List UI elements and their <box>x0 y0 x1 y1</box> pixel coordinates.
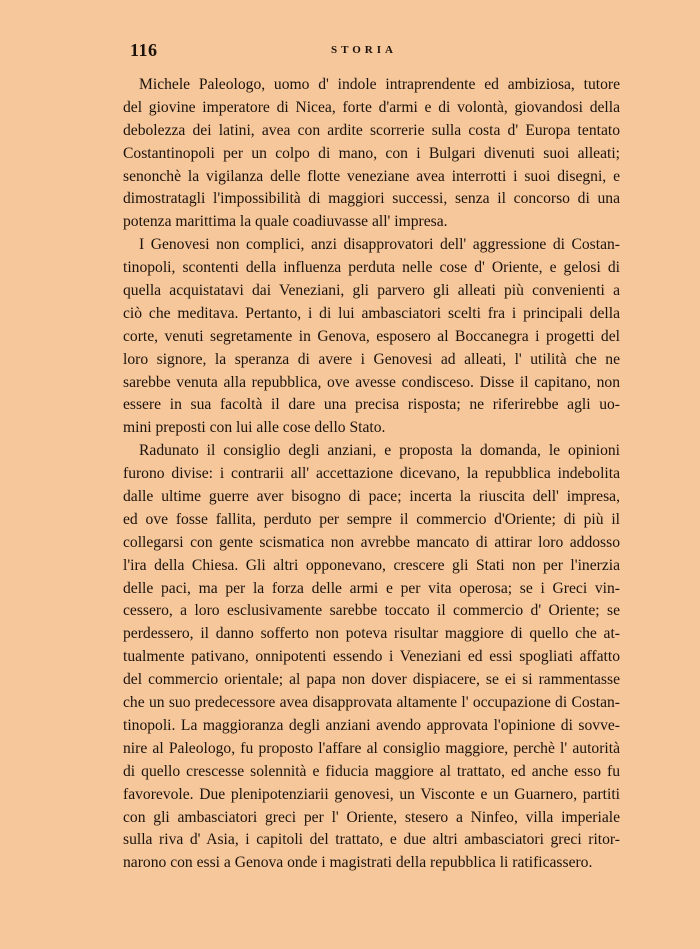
text-line: ciò che meditava. Pertanto, i di lui ambasciatori scelti fra i principali della <box>123 304 620 322</box>
text-line: tinopoli. La maggioranza degli anziani avendo approvata l'opinione di sovve- <box>123 716 620 734</box>
text-line: con gli ambasciatori greci per l' Oriente, stesero a Ninfeo, villa imperiale <box>123 808 620 826</box>
text-line: tualmente pativano, onnipotenti essendo i Veneziani ed essi spogliati affatto <box>123 648 620 666</box>
text-line: nire al Paleologo, fu proposto l'affare al consiglio maggiore, perchè l' autorità <box>123 739 620 757</box>
page-header <box>130 40 598 64</box>
page-number: 116 <box>130 40 158 60</box>
body-text <box>123 74 620 875</box>
running-title: STORIA <box>331 44 397 56</box>
text-line: I Genovesi non complici, anzi disapprovatori dell' aggressione di Costan- <box>139 236 620 254</box>
text-line: loro signore, la speranza di avere i Genovesi ad alleati, l' utilità che ne <box>123 350 620 368</box>
text-line: tinopoli, scontenti della influenza perduta nelle cose d' Oriente, e gelosi di <box>123 259 620 277</box>
text-line: delle paci, ma per la forza delle armi e per vita operosa; se i Greci vin- <box>123 579 620 597</box>
text-line: mini preposti con lui alle cose dello Stato. <box>123 419 386 437</box>
text-line: cessero, a loro esclusivamente sarebbe toccato il commercio d' Oriente; se <box>123 602 620 620</box>
text-line: del commercio orientale; al papa non dover dispiacere, se ei si rammentasse <box>123 671 620 689</box>
text-line: essere in sua facoltà il dare una precisa risposta; ne riferirebbe agli uo- <box>123 396 620 414</box>
text-line: del giovine imperatore di Nicea, forte d'armi e di volontà, giovandosi della <box>123 98 620 116</box>
text-line: senonchè la vigilanza delle flotte veneziane avea interrotti i suoi disegni, e <box>123 167 620 185</box>
text-line: sarebbe venuta alla repubblica, ove avesse condisceso. Disse il capitano, non <box>123 373 620 391</box>
text-line: dalle ultime guerre aver bisogno di pace; incerta la riuscita dell' impresa, <box>123 488 620 506</box>
text-line: Radunato il consiglio degli anziani, e proposta la domanda, le opinioni <box>139 442 620 460</box>
paragraph <box>123 74 620 234</box>
text-line: che un suo predecessore avea disapprovata altamente l' occupazione di Costan- <box>123 694 620 712</box>
text-line: favorevole. Due plenipotenziarii genovesi, un Visconte e un Guarnero, partiti <box>123 785 620 803</box>
text-line: perdessero, il danno sofferto non poteva risultar maggiore di quello che at- <box>123 625 620 643</box>
text-line: di quello crescesse solennità e fiducia maggiore al trattato, ed anche esso fu <box>123 762 620 780</box>
text-line: collegarsi con gente scismatica non avrebbe mancato di attirar loro addosso <box>123 533 620 551</box>
paragraph <box>123 234 620 440</box>
text-line: Michele Paleologo, uomo d' indole intraprendente ed ambiziosa, tutore <box>139 76 620 93</box>
text-line: potenza marittima la quale coadiuvasse all' impresa. <box>123 213 448 231</box>
text-line: quella acquistatavi dai Veneziani, gli parvero gli alleati più convenienti a <box>123 282 620 300</box>
text-line: debolezza dei latini, avea con ardite scorrerie sulla costa d' Europa tentato <box>123 121 620 139</box>
text-line: narono con essi a Genova onde i magistrati della repubblica li ratificassero. <box>123 854 593 872</box>
paragraph <box>123 440 620 875</box>
text-line: Costantinopoli per un colpo di mano, con i Bulgari divenuti suoi alleati; <box>123 144 620 162</box>
text-line: l'ira della Chiesa. Gli altri opponevano, crescere gli Stati non per l'inerzia <box>123 556 620 574</box>
text-line: dimostratagli l'impossibilità di maggiori successi, senza il concorso di una <box>123 190 620 208</box>
text-line: corte, venuti segretamente in Genova, esposero al Boccanegra i progetti del <box>123 327 620 345</box>
text-line: sulla riva d' Asia, i capitoli del trattato, e due altri ambasciatori greci ritor- <box>123 831 620 849</box>
text-line: furono divise: i contrarii all' accettazione dicevano, la repubblica indebolita <box>123 465 620 483</box>
text-line: ed ove fosse fallita, perduto per sempre il commercio d'Oriente; di più il <box>123 510 620 528</box>
